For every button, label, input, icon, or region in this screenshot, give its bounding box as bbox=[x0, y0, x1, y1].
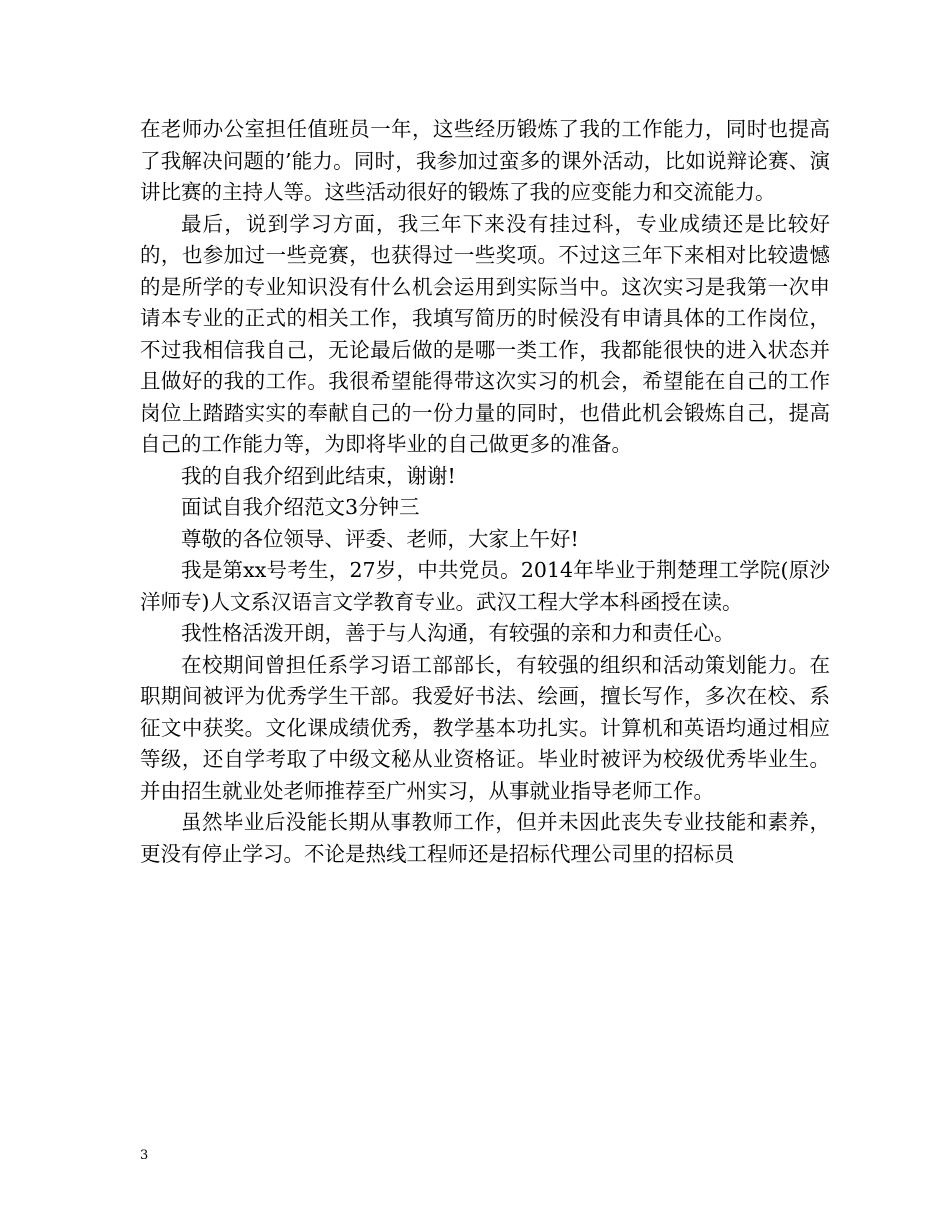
paragraph-9: 虽然毕业后没能长期从事教师工作，但并未因此丧失专业技能和素养，更没有停止学习。不论是热线工程师还是招标代理公司里的招标员 bbox=[140, 810, 830, 866]
paragraph-3: 我的自我介绍到此结束，谢谢! bbox=[181, 463, 456, 488]
paragraph-8: 在校期间曾担任系学习语工部部长，有较强的组织和活动策划能力。在职期间被评为优秀学生干部。我爱好书法、绘画，擅长写作，多次在校、系征文中获奖。文化课成绩优秀，教学基本功扎实。计算机和英语均通过相应等级，还自学考取了中级文秘从业资格证。毕业时被评为校级优秀毕业生。并由招生就业处老师推荐至广州实习，从事就业指导老师工作。 bbox=[140, 652, 830, 803]
paragraph-1: 在老师办公室担任值班员一年，这些经历锻炼了我的工作能力，同时也提高了我解决问题的’能力。同时，我参加过蛮多的课外活动，比如说辩论赛、演讲比赛的主持人等。这些活动很好的锻炼了我的应变能力和交流能力。 bbox=[140, 117, 830, 204]
section-heading: 面试自我介绍范文3分钟三 bbox=[181, 495, 420, 519]
page-number: 3 bbox=[140, 1148, 149, 1163]
greeting: 尊敬的各位领导、评委、老师，大家上午好! bbox=[181, 526, 579, 551]
body-text bbox=[140, 114, 830, 870]
paragraph-2: 最后，说到学习方面，我三年下来没有挂过科，专业成绩还是比较好的，也参加过一些竞赛，也获得过一些奖项。不过这三年下来相对比较遗憾的是所学的专业知识没有什么机会运用到实际当中。这次实习是我第一次申请本专业的正式的相关工作，我填写简历的时候没有申请具体的工作岗位，不过我相信我自己，无论最后做的是哪一类工作，我都能很快的进入状态并且做好的我的工作。我很希望能得带这次实习的机会，希望能在自己的工作岗位上踏踏实实的奉献自己的一份力量的同时，也借此机会锻炼自己，提高自己的工作能力等，为即将毕业的自己做更多的准备。 bbox=[140, 211, 830, 456]
paragraph-7: 我性格活泼开朗，善于与人沟通，有较强的亲和力和责任心。 bbox=[181, 621, 735, 645]
paragraph-6: 我是第xx号考生，27岁，中共党员。2014年毕业于荆楚理工学院(原沙洋师专)人文系汉语言文学教育专业。武汉工程大学本科函授在读。 bbox=[140, 558, 830, 614]
